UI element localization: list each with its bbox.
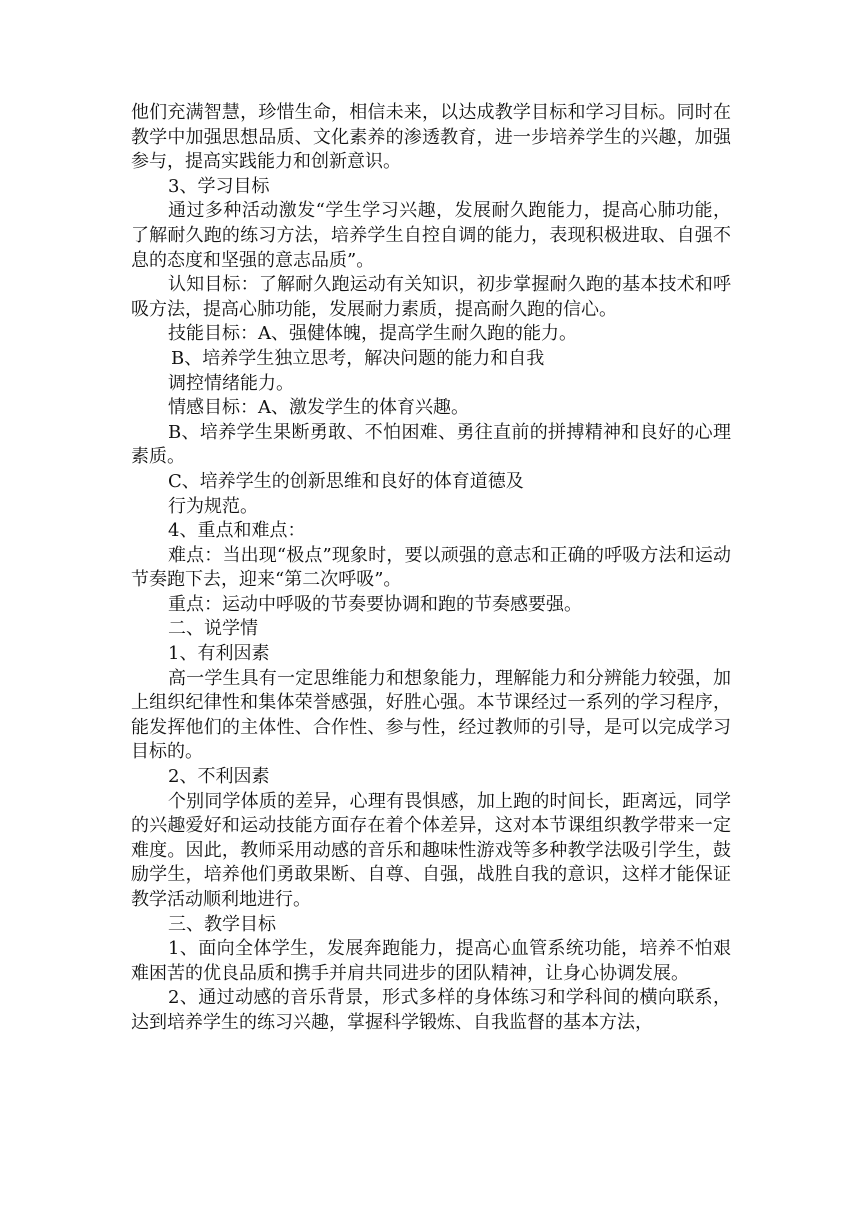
paragraph-difficulty: 难点：当出现“极点”现象时，要以顽强的意志和正确的呼吸方法和运动节奏跑下去，迎来“第二次呼吸”。 [131, 544, 731, 591]
section-heading-unfavorable-factors: 2、不利因素 [168, 766, 270, 788]
paragraph-1: 他们充满智慧，珍惜生命，相信未来，以达成教学目标和学习目标。同时在教学中加强思想品质、文化素养的渗透教育，进一步培养学生的兴趣，加强参与，提高实践能力和创新意识。 [131, 102, 731, 173]
section-heading-favorable-factors: 1、有利因素 [168, 643, 270, 665]
paragraph-unfavorable-factors: 个别同学体质的差异，心理有畏惧感，加上跑的时间长，距离远，同学的兴趣爱好和运动技能方面存在着个体差异，这对本节课组织教学带来一定难度。因此，教师采用动感的音乐和趣味性游戏等多种教学法吸引学生，鼓励学生，培养他们勇敢果断、自尊、自强，战胜自我的意识，这样才能保证教学活动顺利地进行。 [131, 790, 731, 910]
paragraph-affective-goal-b: B、培养学生果断勇敢、不怕困难、勇往直前的拼搏精神和良好的心理素质。 [131, 421, 731, 468]
paragraph-key-point: 重点：运动中呼吸的节奏要协调和跑的节奏感要强。 [168, 593, 582, 615]
section-heading-key-points: 4、重点和难点： [168, 520, 306, 542]
section-heading-teaching-objectives: 三、教学目标 [168, 913, 276, 935]
paragraph-teaching-objective-2: 2、通过动感的音乐背景，形式多样的身体练习和学科间的横向联系，达到培养学生的练习兴趣，掌握科学锻炼、自我监督的基本方法， [131, 987, 731, 1033]
paragraph-skill-goal-a: 技能目标：A、强健体魄，提高学生耐久跑的能力。 [168, 323, 577, 345]
paragraph-affective-goal-c-cont: 行为规范。 [168, 495, 258, 517]
paragraph-3: 通过多种活动激发“学生学习兴趣，发展耐久跑能力，提高心肺功能，了解耐久跑的练习方法，培养学生自控自调的能力，表现积极进取、自强不息的态度和坚强的意志品质”。 [131, 200, 731, 271]
section-heading-learning-objectives: 3、学习目标 [168, 175, 270, 197]
paragraph-favorable-factors: 高一学生具有一定思维能力和想象能力，理解能力和分辨能力较强，加上组织纪律性和集体荣誉感强，好胜心强。本节课经过一系列的学习程序，能发挥他们的主体性、合作性、参与性，经过教师的引导，是可以完成学习目标的。 [131, 667, 731, 763]
paragraph-cognitive-goal: 认知目标：了解耐久跑运动有关知识，初步掌握耐久跑的基本技术和呼吸方法，提高心肺功能，发展耐力素质，提高耐久跑的信心。 [131, 274, 731, 320]
paragraph-teaching-objective-1: 1、面向全体学生，发展奔跑能力，提高心血管系统功能，培养不怕艰难困苦的优良品质和携手并肩共同进步的团队精神，让身心协调发展。 [131, 938, 731, 984]
paragraph-skill-goal-b-cont: 调控情绪能力。 [168, 372, 294, 394]
paragraph-affective-goal-c: C、培养学生的创新思维和良好的体育道德及 [168, 470, 524, 492]
paragraph-affective-goal-a: 情感目标：A、激发学生的体育兴趣。 [168, 397, 469, 419]
paragraph-skill-goal-b: B、培养学生独立思考，解决问题的能力和自我 [171, 347, 545, 369]
document-body [131, 101, 731, 1036]
section-heading-student-analysis: 二、说学情 [168, 618, 258, 640]
